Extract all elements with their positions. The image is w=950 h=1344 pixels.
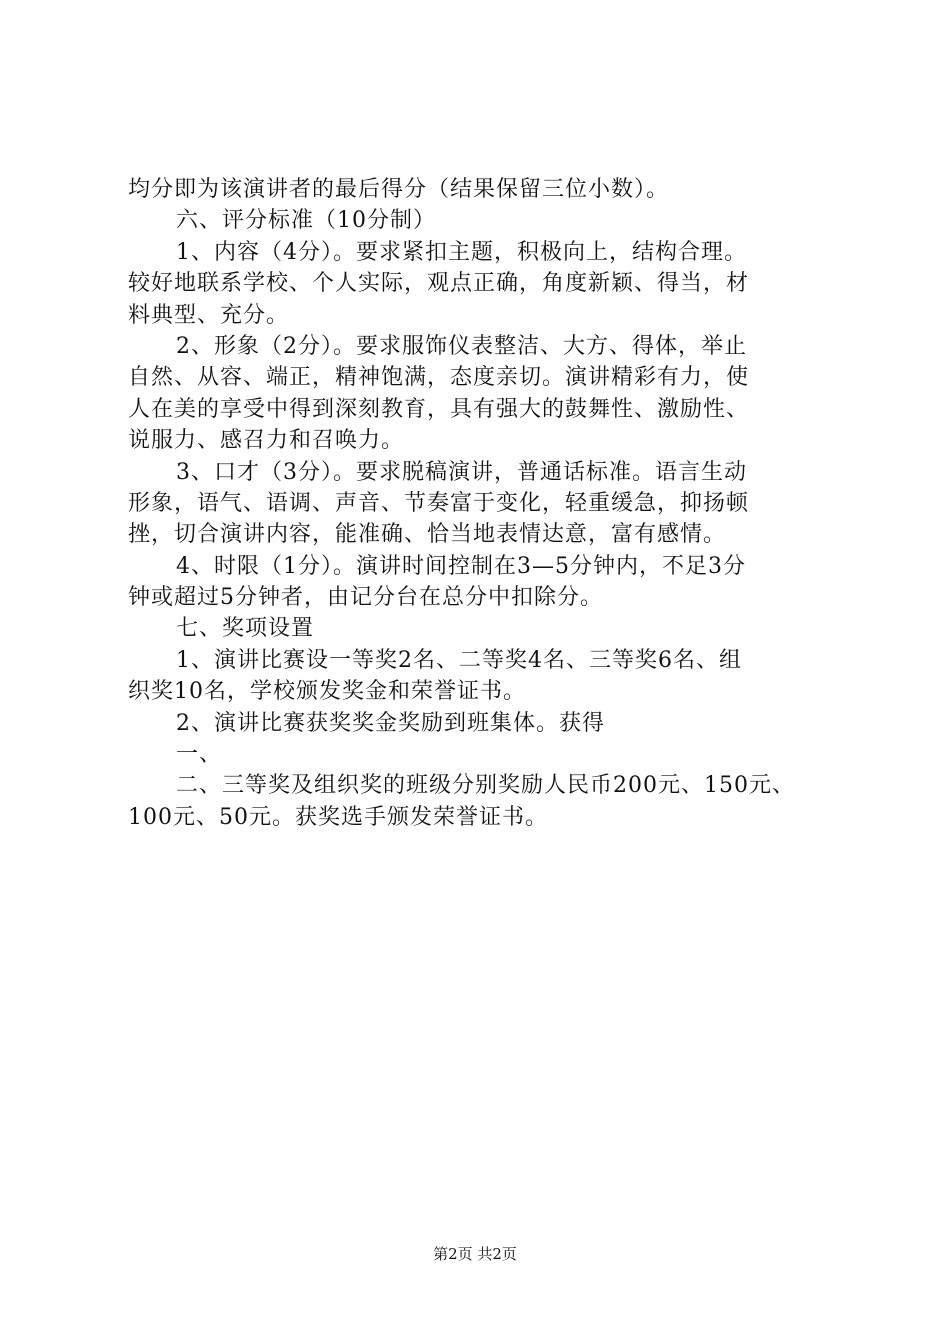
text-line: 料典型、充分。 xyxy=(128,302,290,328)
section-heading-scoring: 六、评分标准（10分制） xyxy=(176,208,436,234)
text-line: 织奖10名，学校颁发奖金和荣誉证书。 xyxy=(128,679,526,705)
text-line: 形象，语气、语调、声音、节奏富于变化，轻重缓急，抑扬顿 xyxy=(128,490,750,516)
page-footer: 第2页 共2页 xyxy=(433,1245,517,1263)
text-line: 均分即为该演讲者的最后得分（结果保留三位小数）。 xyxy=(128,177,670,202)
text-line: 3、口才（3分）。要求脱稿演讲，普通话标准。语言生动 xyxy=(176,459,747,485)
text-line: 4、时限（1分）。演讲时间控制在3—5分钟内，不足3分 xyxy=(176,553,746,579)
text-line: 2、演讲比赛获奖奖金奖励到班集体。获得 xyxy=(176,710,605,736)
text-line: 钟或超过5分钟者，由记分台在总分中扣除分。 xyxy=(128,585,603,611)
text-line: 2、形象（2分）。要求服饰仪表整洁、大方、得体，举止 xyxy=(176,333,747,359)
text-line: 1、内容（4分）。要求紧扣主题，积极向上，结构合理。 xyxy=(176,239,747,265)
text-line: 自然、从容、端正，精神饱满，态度亲切。演讲精彩有力，使 xyxy=(128,365,750,391)
text-line: 二、三等奖及组织奖的班级分别奖励人民币200元、150元、 xyxy=(176,773,795,799)
text-line: 人在美的享受中得到深刻教育，具有强大的鼓舞性、激励性、 xyxy=(128,396,750,422)
document-body xyxy=(128,174,842,833)
text-line: 一、 xyxy=(176,742,223,768)
text-line: 1、演讲比赛设一等奖2名、二等奖4名、三等奖6名、组 xyxy=(176,647,742,673)
text-line: 较好地联系学校、个人实际，观点正确，角度新颖、得当，材 xyxy=(128,271,750,297)
text-line: 100元、50元。获奖选手颁发荣誉证书。 xyxy=(128,804,548,830)
text-line: 挫，切合演讲内容，能准确、恰当地表情达意，富有感情。 xyxy=(128,522,727,548)
section-heading-awards: 七、奖项设置 xyxy=(176,616,315,642)
text-line: 说服力、感召力和召唤力。 xyxy=(128,428,405,454)
